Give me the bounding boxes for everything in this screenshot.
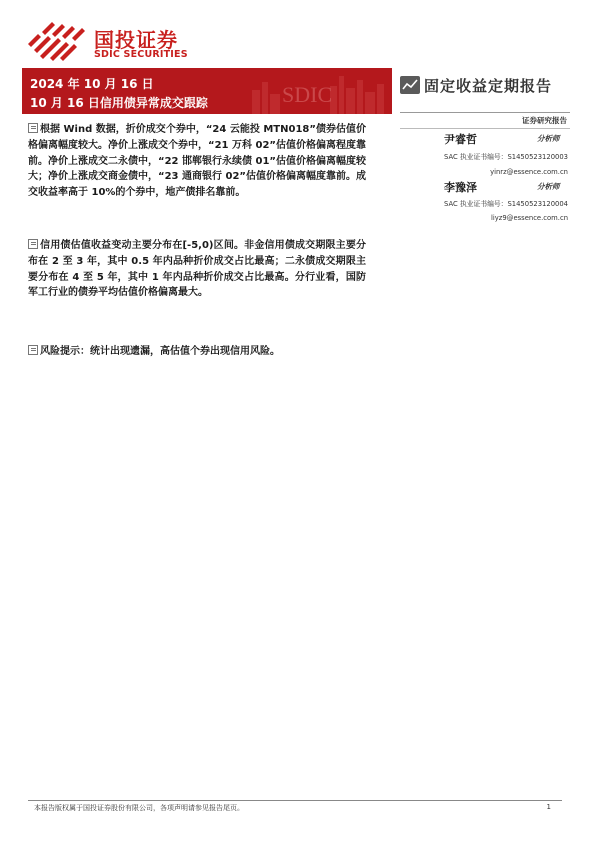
footer-disclaimer: 本报告版权属于国投证券股份有限公司，各项声明请参见报告尾页。: [34, 804, 244, 812]
analyst-sac: SAC 执业证书编号：S1450523120004: [444, 200, 568, 208]
bullet-icon: [28, 345, 38, 355]
bullet-icon: [28, 239, 38, 249]
report-subtype: 证券研究报告: [522, 116, 567, 125]
summary-text-2: 信用债估值收益变动主要分布在[-5,0)区间。非金信用债成交期限主要分布在 2 至 3 年，其中 0.5 年内品种折价成交占比最高；二永债成交期限主要分布在 4 至 5 年，其中 1 年内品种折价成交占比最高。分行业看，国防军工行业的债券平均估值价格偏离最大。: [28, 240, 366, 299]
risk-text: 风险提示：统计出现遗漏，高估值个券出现信用风险。: [40, 346, 280, 357]
analyst-role: 分析师: [537, 182, 560, 191]
report-title: 10 月 16 日信用债异常成交跟踪: [30, 96, 208, 110]
bullet-icon: [28, 123, 38, 133]
footer-divider: [28, 800, 562, 801]
analyst-sac: SAC 执业证书编号：S1450523120003: [444, 153, 568, 161]
logo-text-en: SDIC SECURITIES: [94, 49, 188, 60]
summary-paragraph-2: [28, 238, 366, 301]
logo-mark-icon: [28, 22, 88, 62]
divider: [400, 112, 570, 113]
risk-warning: [28, 344, 366, 360]
analyst-role: 分析师: [537, 134, 560, 143]
summary-paragraph-1: [28, 122, 366, 201]
report-type: 固定收益定期报告: [424, 77, 553, 95]
analyst-email[interactable]: liyz9@essence.com.cn: [490, 214, 568, 222]
divider: [400, 128, 570, 129]
line-chart-icon: [400, 76, 420, 94]
analyst-name: 李豫泽: [444, 181, 477, 194]
analyst-name: 尹睿哲: [444, 133, 477, 146]
report-date: 2024 年 10 月 16 日: [30, 77, 154, 91]
analyst-email[interactable]: yinrz@essence.com.cn: [490, 168, 568, 176]
report-type-header: [400, 75, 570, 99]
company-logo: [28, 22, 218, 64]
logo-text-cn: 国投证券: [94, 28, 178, 52]
city-skyline-decoration: [242, 68, 392, 114]
banner-watermark: SDIC: [282, 82, 333, 107]
summary-text-1: 根据 Wind 数据，折价成交个券中，“24 云能投 MTN018”债券估值价格偏离幅度较大。净价上涨成交个券中，“21 万科 02”估值价格偏离程度靠前。净价上涨成交二永债中，“22 邯郸银行永续债 01”估值价格偏离幅度较大；净价上涨成交商金债中，“23 通商银行 02”估值价格偏离幅度靠前。成交收益率高于 10%的个券中，地产债排名靠前。: [28, 124, 366, 199]
page-number: 1: [546, 803, 551, 811]
title-banner: [22, 68, 392, 114]
